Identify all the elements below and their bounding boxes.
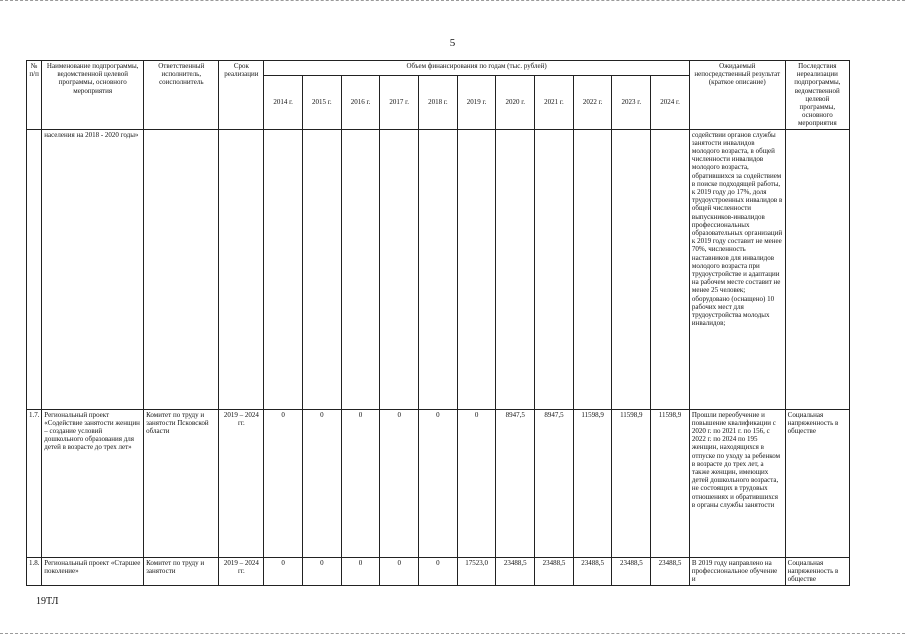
row-value	[302, 129, 341, 409]
scan-edge-top	[0, 0, 905, 3]
row-value: 0	[264, 557, 303, 585]
row-value	[612, 129, 651, 409]
year-header: 2017 г.	[380, 75, 419, 129]
row-consequences: Социальная напряженность в обществе	[785, 557, 849, 585]
row-value	[341, 129, 380, 409]
year-header: 2019 г.	[457, 75, 496, 129]
row-value: 23488,5	[612, 557, 651, 585]
row-executor	[144, 129, 219, 409]
row-value: 0	[341, 409, 380, 557]
row-num: 1.8.	[27, 557, 42, 585]
row-name: населения на 2018 - 2020 годы»	[42, 129, 144, 409]
row-value: 11598,9	[612, 409, 651, 557]
row-consequences	[785, 129, 849, 409]
row-value	[457, 129, 496, 409]
row-value: 23488,5	[573, 557, 612, 585]
header-executor: Ответственный исполнитель, соисполнитель	[144, 61, 219, 130]
row-consequences: Социальная напряженность в обществе	[785, 409, 849, 557]
row-value: 0	[380, 557, 419, 585]
row-value: 0	[419, 557, 458, 585]
row-value: 11598,9	[651, 409, 690, 557]
year-header: 2021 г.	[535, 75, 574, 129]
row-result: содействии органов службы занятости инвалидов молодого возраста, в общей численности инвалидов молодого возраста, обратившихся за содействием в поиске подходящей работы, к 2019 году до 17%, доля трудоустроенных инвалидов в общей численности выпускников-инвалидов профессиональных образовательных организаций к 2019 году составит не менее 70%, численность наставников для инвалидов молодого возраста при трудоустройстве и адаптации на рабочем месте составит не менее 25 человек; оборудовано (оснащено) 10 рабочих мест для трудоустройства молодых инвалидов;	[689, 129, 785, 409]
row-value: 0	[302, 557, 341, 585]
row-value: 23488,5	[651, 557, 690, 585]
header-consequences: Последствия нереализации подпрограммы, ведомственной целевой программы, основного мероприятия	[785, 61, 849, 130]
row-result: Прошли переобучение и повышение квалификации с 2020 г. по 2021 г. по 156, с 2022 г. по 2024 по 195 женщин, находящихся в отпуске по уходу за ребенком в возрасте до трех лет, а также женщин, имеющих детей дошкольного возраста, не состоящих в трудовых отношениях и обратившихся в органы службы занятости	[689, 409, 785, 557]
table-row	[27, 409, 850, 557]
row-value: 23488,5	[535, 557, 574, 585]
row-value	[380, 129, 419, 409]
row-value: 17523,0	[457, 557, 496, 585]
row-value	[419, 129, 458, 409]
row-value: 0	[264, 409, 303, 557]
row-value	[535, 129, 574, 409]
row-executor: Комитет по труду и занятости Псковской области	[144, 409, 219, 557]
header-row-top	[27, 61, 850, 76]
row-value	[651, 129, 690, 409]
row-value: 11598,9	[573, 409, 612, 557]
row-term: 2019 – 2024 гг.	[219, 409, 264, 557]
table-row	[27, 557, 850, 585]
row-name: Региональный проект «Содействие занятости женщин – создание условий дошкольного образования для детей в возрасте до трех лет»	[42, 409, 144, 557]
row-value: 8947,5	[496, 409, 535, 557]
row-value	[264, 129, 303, 409]
row-term: 2019 – 2024 гг.	[219, 557, 264, 585]
year-header: 2015 г.	[302, 75, 341, 129]
row-value: 0	[341, 557, 380, 585]
header-result: Ожидаемый непосредственный результат (краткое описание)	[689, 61, 785, 130]
scan-edge-bottom	[0, 633, 905, 636]
financing-table	[26, 60, 850, 586]
row-value: 0	[419, 409, 458, 557]
header-term: Срок реализации	[219, 61, 264, 130]
row-value: 8947,5	[535, 409, 574, 557]
row-result: В 2019 году направлено на профессиональное обучение и	[689, 557, 785, 585]
row-value: 0	[302, 409, 341, 557]
document-code: 19ТЛ	[36, 596, 59, 607]
row-value: 0	[380, 409, 419, 557]
year-header: 2024 г.	[651, 75, 690, 129]
year-header: 2016 г.	[341, 75, 380, 129]
row-value	[573, 129, 612, 409]
year-header: 2018 г.	[419, 75, 458, 129]
row-value: 23488,5	[496, 557, 535, 585]
row-executor: Комитет по труду и занятости	[144, 557, 219, 585]
header-financing: Объем финансирования по годам (тыс. рублей)	[264, 61, 690, 76]
page-number: 5	[449, 37, 456, 49]
year-header: 2014 г.	[264, 75, 303, 129]
year-header: 2020 г.	[496, 75, 535, 129]
row-value	[496, 129, 535, 409]
row-term	[219, 129, 264, 409]
table-row	[27, 129, 850, 409]
year-header: 2022 г.	[573, 75, 612, 129]
header-num: № п/п	[27, 61, 42, 130]
row-num: 1.7.	[27, 409, 42, 557]
year-header: 2023 г.	[612, 75, 651, 129]
row-name: Региональный проект «Старшее поколение»	[42, 557, 144, 585]
header-name: Наименование подпрограммы, ведомственной целевой программы, основного мероприятия	[42, 61, 144, 130]
row-value: 0	[457, 409, 496, 557]
row-num	[27, 129, 42, 409]
